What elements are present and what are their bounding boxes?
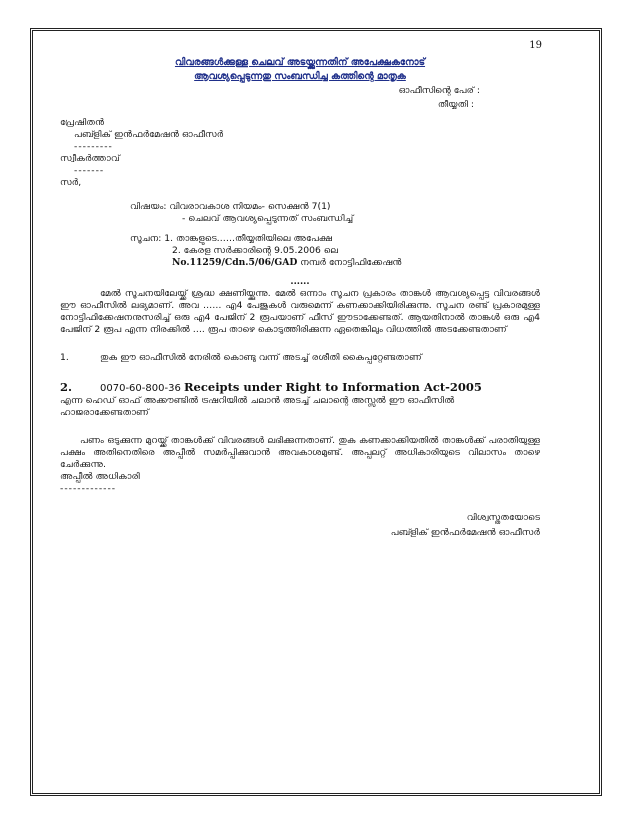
- subject-line-1: വിഷയം: വിവരാവകാശ നിയമം- സെക്ഷൻ 7(1): [130, 200, 331, 212]
- office-name-label: ഓഫീസിന്റെ പേര് :: [398, 84, 480, 96]
- receiver-dashes: -------: [74, 164, 105, 176]
- account-head-code: 0070-60-800-36: [100, 383, 181, 395]
- sender-name: പബ്ളിക് ഇൻഫർമേഷൻ ഓഫീസർ: [74, 128, 224, 140]
- ellipsis-separator: ......: [290, 276, 310, 288]
- sender-dashes: ---------: [74, 140, 113, 152]
- closing-line: വിശ്വസ്തതയോടെ: [466, 511, 540, 523]
- notification-number: No.11259/Cdn.5/06/GAD: [172, 256, 298, 268]
- signature-block: [60, 511, 540, 540]
- signatory-title: പബ്ളിക് ഇൻഫർമേഷൻ ഓഫീസർ: [390, 526, 540, 538]
- notification-label: നമ്പർ നോട്ടിഫിക്കേഷൻ: [297, 256, 402, 268]
- option-2-number: 2.: [60, 380, 73, 395]
- appellate-authority-dashes: -------------: [60, 482, 117, 494]
- reference-line-2: 2. കേരള സർക്കാരിന്റെ 9.05.2006 ലെ: [172, 244, 339, 256]
- date-label: തീയ്യതി :: [437, 99, 474, 111]
- body-paragraph-1: മേൽ സൂചനയിലേയ്ക്ക് ശ്രദ്ധ ക്ഷണിയ്ക്കുന്നു. മേൽ ഒന്നാം സൂചന പ്രകാരം താങ്കൾ ആവശ്യപ്പെട്ട വിവരങ്ങൾ ഈ ഓഫീസിൽ ലഭ്യമാണ്. അവ …… എ4 പേജുകൾ വരുമെന്ന് കണക്കാക്കിയിരിക്കുന്നു. സൂചന രണ്ട് പ്രകാരമുള്ള നോട്ടിഫിക്കേഷനനുസരിച്ച് ഒരു എ4 പേജിന് 2 രൂപയാണ് ഫീസ് ഈടാക്കേണ്ടത്. ആയതിനാൽ താങ്കൾ ഒരു എ4 പേജിന് 2 രൂപ എന്ന നിരക്കിൽ …. രൂപ താഴെ കൊടുത്തിരിക്കുന്ന ഏതെങ്കിലും വിധത്തിൽ അടക്കേണ്ടതാണ്: [60, 288, 540, 336]
- option-1-number: 1.: [60, 352, 69, 364]
- sender-label: പ്രേഷിതൻ: [60, 116, 105, 128]
- option-1-text: തുക ഈ ഓഫീസിൽ നേരിൽ കൊണ്ടു വന്ന് അടച്ച് രശീതി കൈപ്പറ്റേണ്ടതാണ്: [100, 352, 422, 364]
- account-head-title: Receipts under Right to Information Act-2005: [184, 380, 482, 395]
- page-number: 19: [529, 40, 542, 51]
- appellate-authority-label: അപ്പീൽ അധികാരി: [60, 470, 140, 482]
- document-title-line-2: ആവശ്യപ്പെടുന്നതു സംബന്ധിച്ച കത്തിന്റെ മാതൃക: [194, 70, 406, 82]
- salutation: സർ,: [60, 176, 82, 188]
- reference-line-3: [60, 257, 540, 269]
- payment-option-2-head: [60, 380, 540, 395]
- reference-line-1: സൂചന: 1. താങ്കളുടെ……തീയ്യതിയിലെ അപേക്ഷ: [130, 232, 333, 244]
- subject-line-2: - ചെലവ് ആവശ്യപ്പെടുന്നത് സംബന്ധിച്ച്: [182, 212, 354, 224]
- option-2-text: എന്ന ഹെഡ് ഓഫ് അക്കൗണ്ടിൽ ട്രഷറിയിൽ ചലാൻ അടച്ച് ചലാന്റെ അസ്സൽ ഈ ഓഫീസിൽ ഹാജരാക്കേണ്ടതാണ്: [60, 395, 455, 419]
- receiver-label: സ്വീകർത്താവ്: [60, 152, 120, 164]
- document-title-line-1: വിവരങ്ങൾക്കുള്ള ചെലവ് അടയ്ക്കുന്നതിന് അപേക്ഷകനോട്: [174, 57, 426, 68]
- letter-document: [60, 56, 540, 540]
- body-paragraph-2: പണം ഒടുക്കുന്ന മുറയ്ക്ക് താങ്കൾക്ക് വിവരങ്ങൾ ലഭിക്കുന്നതാണ്. തുക കണക്കാക്കിയതിൽ താങ്കൾക്ക് പരാതിയുള്ള പക്ഷം അതിനെതിരെ അപ്പീൽ സമർപ്പിക്കുവാൻ അവകാശമുണ്ട്. അപ്പലറ്റ് അധികാരിയുടെ വിലാസം താഴെ ചേർക്കുന്നു.: [60, 435, 540, 470]
- payment-option-1: [60, 352, 540, 364]
